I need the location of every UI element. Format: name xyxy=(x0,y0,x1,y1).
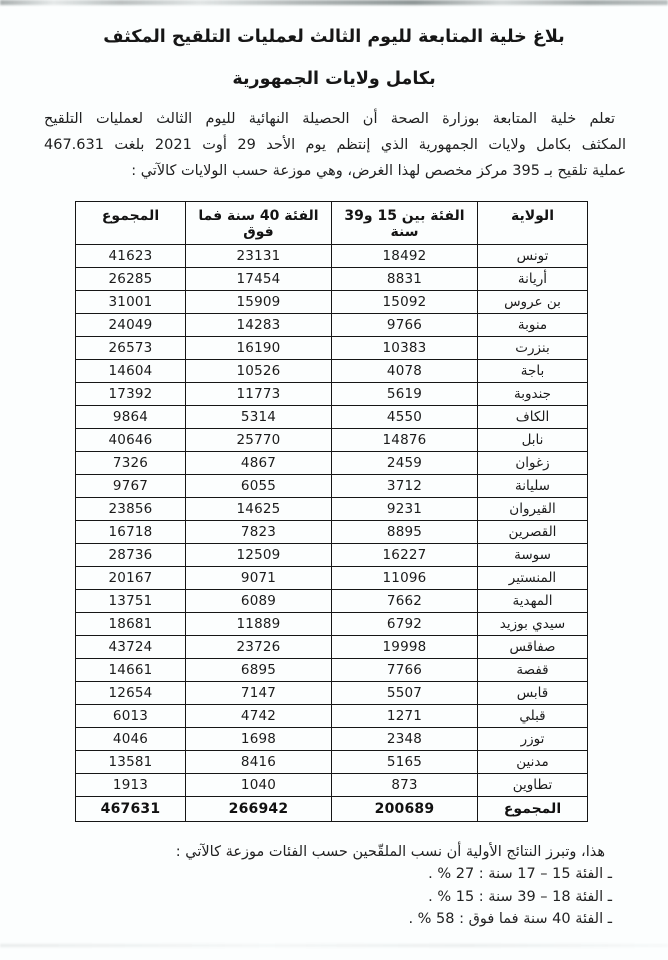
table-row xyxy=(76,291,588,314)
table-row xyxy=(76,751,588,774)
governorate-name: سوسة xyxy=(478,544,588,567)
row-total-value: 31001 xyxy=(76,291,186,314)
scan-artifact-top xyxy=(0,0,668,5)
governorate-name: بنزرت xyxy=(478,337,588,360)
governorate-name: توزر xyxy=(478,728,588,751)
row-total-value: 26285 xyxy=(76,268,186,291)
table-row xyxy=(76,475,588,498)
age-15-39-value: 7766 xyxy=(332,659,478,682)
table-row xyxy=(76,268,588,291)
age-40-plus-value: 4742 xyxy=(186,705,332,728)
age-15-39-value: 14876 xyxy=(332,429,478,452)
footer-intro-line: هذا، وتبرز النتائج الأولية أن نسب الملقّحين حسب الفئات موزعة كالآتي : xyxy=(175,844,605,860)
age-40-plus-value: 6089 xyxy=(186,590,332,613)
footer-item-age-18-39: ـ الفئة 18 – 39 سنة : 15 % . xyxy=(428,888,612,905)
total-age-15-39-value: 200689 xyxy=(332,797,478,822)
table-row xyxy=(76,682,588,705)
age-15-39-value: 9766 xyxy=(332,314,478,337)
governorate-name: جندوبة xyxy=(478,383,588,406)
governorate-name: باجة xyxy=(478,360,588,383)
governorate-name: سليانة xyxy=(478,475,588,498)
total-row-label: المجموع xyxy=(478,797,588,822)
row-total-value: 9864 xyxy=(76,406,186,429)
age-40-plus-value: 6055 xyxy=(186,475,332,498)
age-40-plus-value: 16190 xyxy=(186,337,332,360)
row-total-value: 23856 xyxy=(76,498,186,521)
age-40-plus-value: 4867 xyxy=(186,452,332,475)
governorate-name: القيروان xyxy=(478,498,588,521)
table-row xyxy=(76,636,588,659)
row-total-value: 40646 xyxy=(76,429,186,452)
age-15-39-value: 11096 xyxy=(332,567,478,590)
table-row xyxy=(76,245,588,268)
age-15-39-value: 5165 xyxy=(332,751,478,774)
row-total-value: 43724 xyxy=(76,636,186,659)
table-row xyxy=(76,498,588,521)
age-40-plus-value: 25770 xyxy=(186,429,332,452)
age-40-plus-value: 14625 xyxy=(186,498,332,521)
row-total-value: 1913 xyxy=(76,774,186,797)
age-40-plus-value: 12509 xyxy=(186,544,332,567)
age-40-plus-value: 1040 xyxy=(186,774,332,797)
footer-item-age-40-plus: ـ الفئة 40 سنة فما فوق : 58 % . xyxy=(408,911,612,927)
column-header-age-40-plus: الفئة 40 سنة فما فوق xyxy=(186,202,332,245)
row-total-value: 26573 xyxy=(76,337,186,360)
row-total-value: 41623 xyxy=(76,245,186,268)
row-total-value: 13751 xyxy=(76,590,186,613)
age-15-39-value: 873 xyxy=(332,774,478,797)
table-body xyxy=(76,245,588,797)
governorate-name: أريانة xyxy=(478,268,588,291)
table-header-row xyxy=(76,202,588,245)
age-15-39-value: 9231 xyxy=(332,498,478,521)
age-40-plus-value: 17454 xyxy=(186,268,332,291)
table-row xyxy=(76,429,588,452)
table-total-row xyxy=(76,797,588,822)
age-15-39-value: 15092 xyxy=(332,291,478,314)
document-title-line1: بلاغ خلية المتابعة لليوم الثالث لعمليات التلقيح المكثف xyxy=(103,27,565,47)
age-15-39-value: 18492 xyxy=(332,245,478,268)
table-row xyxy=(76,590,588,613)
column-header-governorate: الولاية xyxy=(478,202,588,245)
age-40-plus-value: 23131 xyxy=(186,245,332,268)
table-row xyxy=(76,383,588,406)
table-row xyxy=(76,705,588,728)
document-header xyxy=(0,0,668,89)
total-overall-value: 467631 xyxy=(76,797,186,822)
age-15-39-value: 4550 xyxy=(332,406,478,429)
governorate-name: زغوان xyxy=(478,452,588,475)
governorate-name: قفصة xyxy=(478,659,588,682)
governorate-name: مدنين xyxy=(478,751,588,774)
age-15-39-value: 8895 xyxy=(332,521,478,544)
scan-artifact-bottom xyxy=(0,944,668,947)
governorate-name: قبلي xyxy=(478,705,588,728)
governorate-name: منوبة xyxy=(478,314,588,337)
age-15-39-value: 6792 xyxy=(332,613,478,636)
row-total-value: 7326 xyxy=(76,452,186,475)
row-total-value: 24049 xyxy=(76,314,186,337)
table-row xyxy=(76,360,588,383)
table-row xyxy=(76,659,588,682)
column-header-total: المجموع xyxy=(76,202,186,245)
document-title-line2: بكامل ولايات الجمهورية xyxy=(232,69,436,89)
age-40-plus-value: 15909 xyxy=(186,291,332,314)
governorate-name: صفاقس xyxy=(478,636,588,659)
intro-line-3: عملية تلقيح بـ 395 مركز مخصص لهذا الغرض، وهي موزعة حسب الولايات كالآتي : xyxy=(131,163,626,179)
intro-line-1: تعلم خلية المتابعة بوزارة الصحة أن الحصيلة النهائية لليوم الثالث لعمليات التلقيح xyxy=(44,111,615,127)
row-total-value: 14604 xyxy=(76,360,186,383)
footer-paragraph xyxy=(40,841,612,931)
age-40-plus-value: 7823 xyxy=(186,521,332,544)
age-40-plus-value: 6895 xyxy=(186,659,332,682)
governorate-name: سيدي بوزيد xyxy=(478,613,588,636)
row-total-value: 14661 xyxy=(76,659,186,682)
age-40-plus-value: 1698 xyxy=(186,728,332,751)
row-total-value: 18681 xyxy=(76,613,186,636)
governorate-name: المنستير xyxy=(478,567,588,590)
table-row xyxy=(76,544,588,567)
age-40-plus-value: 11889 xyxy=(186,613,332,636)
intro-line-2: المكثف بكامل ولايات الجمهورية الذي إنتظم يوم الأحد 29 أوت 2021 بلغت 467.631 xyxy=(44,137,626,153)
row-total-value: 4046 xyxy=(76,728,186,751)
governorate-name: بن عروس xyxy=(478,291,588,314)
governorate-name: تونس xyxy=(478,245,588,268)
age-40-plus-value: 11773 xyxy=(186,383,332,406)
age-15-39-value: 16227 xyxy=(332,544,478,567)
age-40-plus-value: 7147 xyxy=(186,682,332,705)
governorate-name: القصرين xyxy=(478,521,588,544)
row-total-value: 9767 xyxy=(76,475,186,498)
age-40-plus-value: 9071 xyxy=(186,567,332,590)
table-row xyxy=(76,728,588,751)
table-row xyxy=(76,406,588,429)
table-row xyxy=(76,774,588,797)
governorate-name: تطاوين xyxy=(478,774,588,797)
footer-item-age-15-17: ـ الفئة 15 – 17 سنة : 27 % . xyxy=(428,866,612,882)
table-row xyxy=(76,521,588,544)
age-15-39-value: 3712 xyxy=(332,475,478,498)
age-40-plus-value: 5314 xyxy=(186,406,332,429)
table-row xyxy=(76,567,588,590)
age-15-39-value: 4078 xyxy=(332,360,478,383)
age-15-39-value: 2459 xyxy=(332,452,478,475)
governorate-name: المهدية xyxy=(478,590,588,613)
table-row xyxy=(76,613,588,636)
table-row xyxy=(76,314,588,337)
age-15-39-value: 1271 xyxy=(332,705,478,728)
vaccination-by-governorate-table xyxy=(75,201,588,822)
row-total-value: 12654 xyxy=(76,682,186,705)
table-row xyxy=(76,337,588,360)
age-15-39-value: 8831 xyxy=(332,268,478,291)
age-15-39-value: 19998 xyxy=(332,636,478,659)
age-40-plus-value: 8416 xyxy=(186,751,332,774)
age-40-plus-value: 10526 xyxy=(186,360,332,383)
age-40-plus-value: 23726 xyxy=(186,636,332,659)
row-total-value: 13581 xyxy=(76,751,186,774)
age-40-plus-value: 14283 xyxy=(186,314,332,337)
row-total-value: 6013 xyxy=(76,705,186,728)
age-15-39-value: 5619 xyxy=(332,383,478,406)
age-15-39-value: 10383 xyxy=(332,337,478,360)
table-footer xyxy=(76,797,588,822)
age-15-39-value: 5507 xyxy=(332,682,478,705)
row-total-value: 20167 xyxy=(76,567,186,590)
governorate-name: قابس xyxy=(478,682,588,705)
governorate-name: الكاف xyxy=(478,406,588,429)
column-header-age-15-39: الفئة بين 15 و39 سنة xyxy=(332,202,478,245)
age-15-39-value: 2348 xyxy=(332,728,478,751)
total-age-40-plus-value: 266942 xyxy=(186,797,332,822)
intro-paragraph xyxy=(44,106,626,184)
row-total-value: 28736 xyxy=(76,544,186,567)
governorate-name: نابل xyxy=(478,429,588,452)
row-total-value: 17392 xyxy=(76,383,186,406)
row-total-value: 16718 xyxy=(76,521,186,544)
age-15-39-value: 7662 xyxy=(332,590,478,613)
table-row xyxy=(76,452,588,475)
